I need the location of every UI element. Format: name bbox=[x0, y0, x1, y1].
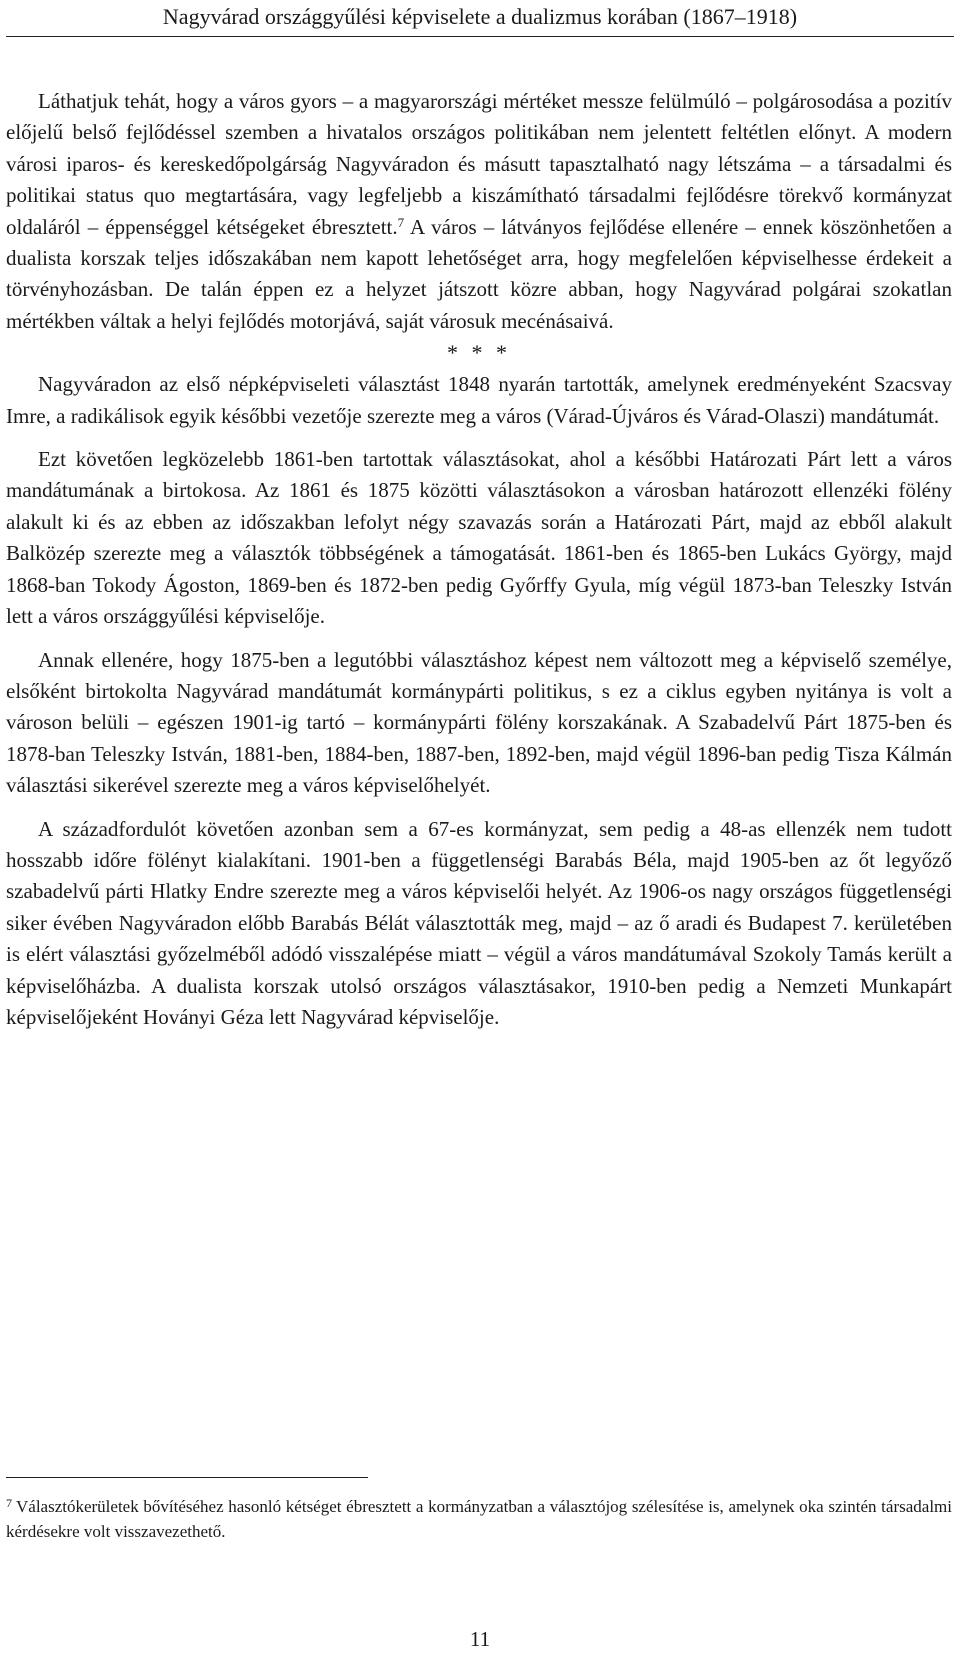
paragraph-3: Ezt követően legközelebb 1861-ben tartottak választásokat, ahol a későbbi Határozati Párt lett a város mandátumának a birtokosa. Az 1861 és 1875 közötti választásokon a városban határozott ellenzéki fölény alakult ki és az ebben az időszakban lefolyt négy szavazás során a Határozati Párt, majd az ebből alakult Balközép szerezte meg a választók többségének a támogatását. 1861-ben és 1865-ben Lukács György, majd 1868-ban Tokody Ágoston, 1869-ben és 1872-ben pedig Győrffy Gyula, míg végül 1873-ban Teleszky István lett a város országgyűlési képviselője. bbox=[6, 447, 952, 629]
footnote-rule bbox=[6, 1477, 368, 1478]
header-rule bbox=[6, 36, 954, 37]
page-number: 11 bbox=[469, 1627, 491, 1651]
body-text bbox=[6, 86, 952, 1033]
paragraph-4: Annak ellenére, hogy 1875-ben a legutóbbi választáshoz képest nem változott meg a képviselő személye, elsőként birtokolta Nagyvárad mandátumát kormánypárti politikus, s ez a ciklus egyben nyitánya is volt a városon belüli – egészen 1901-ig tartó – kormánypárti fölény korszakának. A Szabadelvű Párt 1875-ben és 1878-ban Teleszky István, 1881-ben, 1884-ben, 1887-ben, 1892-ben, majd végül 1896-ban pedig Tisza Kálmán választási sikerével szerezte meg a város képviselőhelyét. bbox=[6, 647, 952, 798]
paragraph-1-text-b: A város – látványos fejlődése ellenére – ennek köszönhetően a dualista korszak teljes időszakában nem kapott lehetőséget arra, hogy megfelelően képviselhesse érdekeit a törvényhozásban. De talán éppen ez a helyzet játszott közre abban, hogy Nagyvárad polgárai szokatlan mértékben váltak a helyi fejlődés motorjává, saját városuk mecénásaivá. bbox=[6, 214, 952, 333]
paragraph-5: A századfordulót követően azonban sem a 67-es kormányzat, sem pedig a 48-as ellenzék nem tudott hosszabb időre fölényt kialakítani. 1901-ben a függetlenségi Barabás Béla, majd 1905-ben az őt legyőző szabadelvű párti Hlatky Endre szerezte meg a város képviselői helyét. Az 1906-os nagy országos függetlenségi siker évében Nagyváradon előbb Barabás Bélát választották meg, majd – az ő aradi és Budapest 7. kerületében is elért választási győzelméből adódó visszalépése miatt – végül a város mandátumával Szokoly Tamás került a képviselőházba. A dualista korszak utolsó országos választásakor, 1910-ben pedig a Nemzeti Munkapárt képviselőjeként Hoványi Géza lett Nagyvárad képviselője. bbox=[6, 816, 952, 1029]
footnote-number: 7 bbox=[6, 1496, 12, 1510]
paragraph-2: Nagyváradon az első népképviseleti választást 1848 nyarán tartották, amelynek eredményeként Szacsvay Imre, a radikálisok egyik későbbi vezetője szerezte meg a város (Várad-Újváros és Várad-Olaszi) mandátumát. bbox=[6, 372, 952, 428]
footnote-text: Választókerületek bővítéséhez hasonló kétséget ébresztett a kormányzatban a választójog szélesítése is, amelynek oka szintén társadalmi kérdésekre volt visszavezethető. bbox=[6, 1497, 952, 1541]
paragraph-1-text-a: Láthatjuk tehát, hogy a város gyors – a magyarországi mértéket messze felülmúló – polgárosodása a pozitív előjelű belső fejlődéssel szemben a hivatalos országos politikában nem jelentett feltétlen előnyt. A modern városi iparos- és kereskedőpolgárság Nagyváradon és másutt tapasztalható nagy létszáma – a társadalmi és politikai status quo megtartására, vagy legfeljebb a kiszámítható társadalmi fejlődésre törekvő kormányzat oldaláról – éppenséggel kétségeket ébresztett. bbox=[6, 89, 952, 239]
running-header: Nagyvárad országgyűlési képviselete a dualizmus korában (1867–1918) bbox=[162, 4, 798, 29]
footnote-reference[interactable]: 7 bbox=[397, 214, 405, 230]
section-separator: * * * bbox=[447, 340, 511, 366]
paragraph-1 bbox=[6, 86, 952, 337]
footnote bbox=[6, 1494, 952, 1544]
